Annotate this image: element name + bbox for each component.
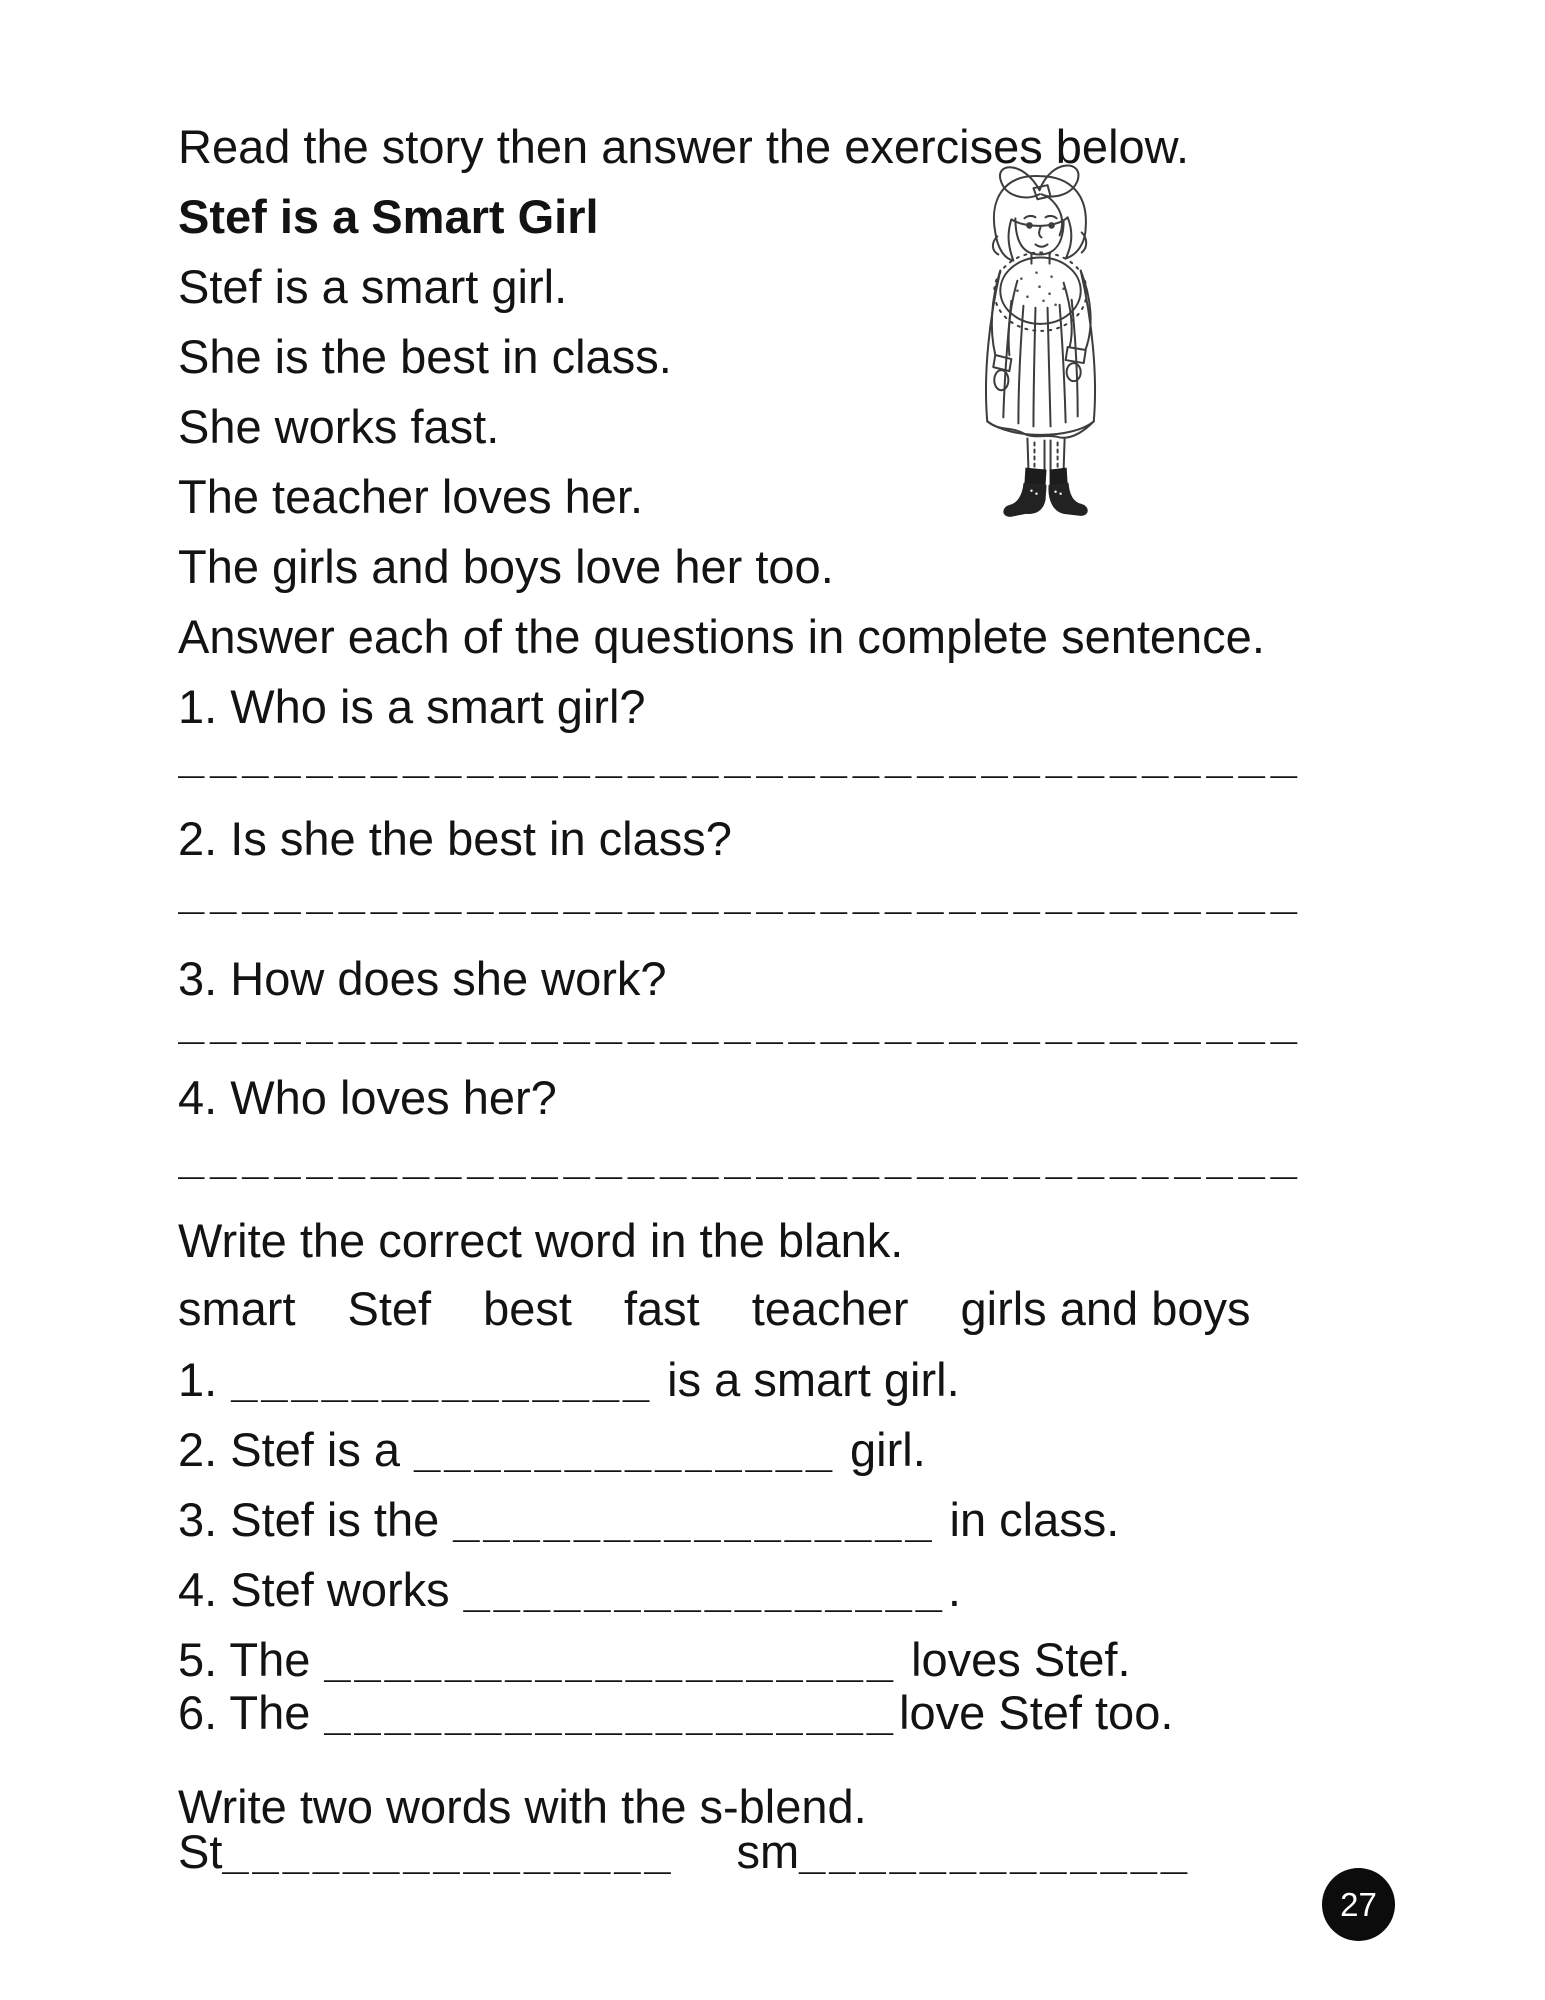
fill-item-2 bbox=[178, 1415, 1435, 1485]
fill-item-blank: ______________ bbox=[414, 1423, 837, 1476]
read-instruction: Read the story then answer the exercises below. bbox=[178, 120, 1190, 173]
answer-line-4: ___________________________________ bbox=[178, 1130, 1303, 1183]
fill-item-blank: ________________ bbox=[453, 1493, 936, 1546]
fill-item-post: in class. bbox=[949, 1493, 1120, 1546]
word-bank-item: fast bbox=[623, 1282, 700, 1335]
fill-instruction: Write the correct word in the blank. bbox=[178, 1214, 904, 1267]
question-4: 4. Who loves her? bbox=[178, 1071, 557, 1124]
fill-item-pre: 3. Stef is the bbox=[178, 1493, 440, 1546]
fill-item-6 bbox=[178, 1678, 1435, 1748]
word-bank-item: best bbox=[483, 1282, 572, 1335]
fill-item-blank: ______________ bbox=[231, 1353, 654, 1406]
answer-line-3: ___________________________________ bbox=[178, 995, 1303, 1048]
fill-item-post: love Stef too. bbox=[899, 1686, 1174, 1739]
answer-line-1: ___________________________________ bbox=[178, 729, 1303, 782]
page-number-badge bbox=[1322, 1868, 1395, 1941]
word-bank-item: Stef bbox=[347, 1282, 432, 1335]
fill-item-post: girl. bbox=[850, 1423, 926, 1476]
sblend-row bbox=[178, 1817, 1435, 1887]
question-1: 1. Who is a smart girl? bbox=[178, 680, 646, 733]
answer-line-2: ___________________________________ bbox=[178, 865, 1303, 918]
girl-line-art-illustration bbox=[950, 148, 1128, 550]
fill-item-4 bbox=[178, 1555, 1435, 1625]
page-number: 27 bbox=[1340, 1886, 1377, 1923]
story-line: The girls and boys love her too. bbox=[178, 540, 834, 593]
fill-item-1 bbox=[178, 1345, 1435, 1415]
fill-item-post: . bbox=[947, 1563, 961, 1616]
fill-item-blank: ___________________ bbox=[324, 1686, 898, 1739]
story-title: Stef is a Smart Girl bbox=[178, 190, 599, 243]
fill-item-pre: 6. The bbox=[178, 1686, 311, 1739]
fill-item-pre: 5. The bbox=[178, 1633, 311, 1686]
fill-item-pre: 4. Stef works bbox=[178, 1563, 450, 1616]
word-bank bbox=[178, 1274, 1435, 1344]
story-line: The teacher loves her. bbox=[178, 470, 644, 523]
story-line: She works fast. bbox=[178, 400, 500, 453]
story-line: Stef is a smart girl. bbox=[178, 260, 568, 313]
sblend-st-prefix: St bbox=[178, 1825, 223, 1878]
sblend-sm-prefix: sm bbox=[736, 1825, 800, 1878]
story-line: She is the best in class. bbox=[178, 330, 672, 383]
fill-item-pre: 2. Stef is a bbox=[178, 1423, 401, 1476]
word-bank-item: teacher bbox=[751, 1282, 909, 1335]
word-bank-item: smart bbox=[178, 1282, 296, 1335]
fill-item-blank: ___________________ bbox=[324, 1633, 898, 1686]
fill-item-pre: 1. bbox=[178, 1353, 218, 1406]
question-3: 3. How does she work? bbox=[178, 952, 667, 1005]
qa-instruction: Answer each of the questions in complete sentence. bbox=[178, 610, 1265, 663]
fill-item-3 bbox=[178, 1485, 1435, 1555]
word-bank-item: girls and boys bbox=[960, 1282, 1251, 1335]
fill-item-blank: ________________ bbox=[463, 1563, 946, 1616]
sblend-instruction: Write two words with the s-blend. bbox=[178, 1780, 867, 1833]
fill-item-post: is a smart girl. bbox=[667, 1353, 960, 1406]
sblend-st-blank: _______________ bbox=[222, 1825, 675, 1878]
fill-item-post: loves Stef. bbox=[911, 1633, 1131, 1686]
question-2: 2. Is she the best in class? bbox=[178, 812, 732, 865]
sblend-sm-blank: _____________ bbox=[799, 1825, 1191, 1878]
